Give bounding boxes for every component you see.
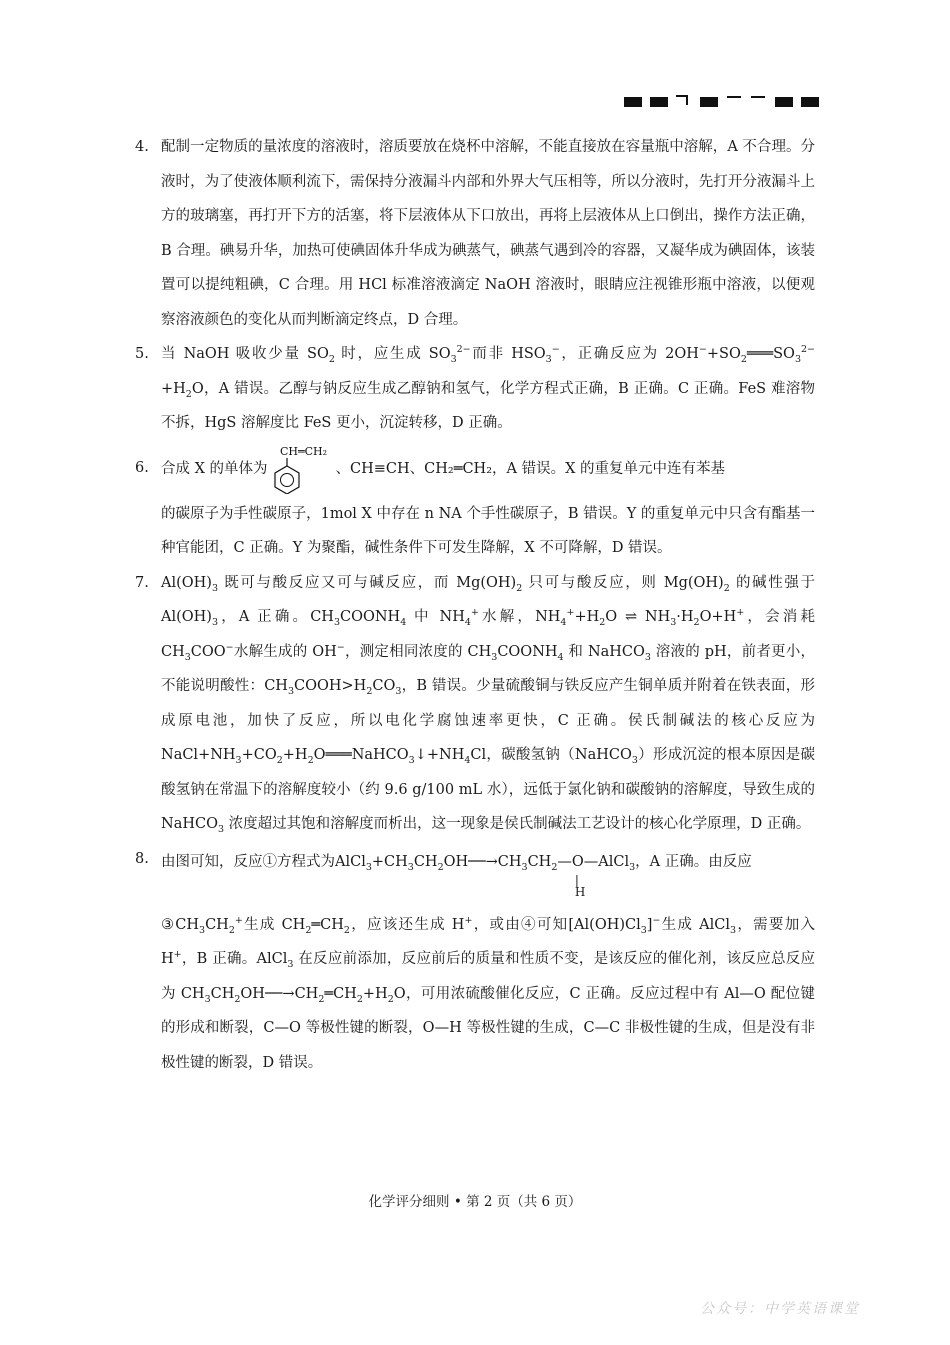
header-block (775, 97, 793, 107)
item-number: 5. (135, 346, 149, 362)
styrene-structure (270, 444, 334, 494)
header-block (801, 97, 819, 107)
page-footer: 化学评分细则 • 第 2 页（共 6 页） (368, 1194, 582, 1210)
item-text-first-line: 由图可知，反应①方程式为$AlCl_3+CH_3CH_2OH──\to CH_3CH_2—O$ | H —AlCl$_3$，A 正确。由反应 (161, 853, 752, 899)
answer-item-6 (135, 441, 815, 566)
answer-content (135, 130, 815, 1080)
item-text: 的碳原子为手性碳原子，1mol X 中存在 n NA 个手性碳原子，B 错误。Y 的重复单元中只含有酯基一种官能团，C 正确。Y 为聚酯，碱性条件下可发生降解，X 不可降解，D 错误。 (161, 505, 815, 556)
item-number: 7. (135, 574, 149, 591)
item-text: 配制一定物质的量浓度的溶液时，溶质要放在烧杯中溶解，不能直接放在容量瓶中溶解，A 不合理。分液时，为了使液体顺利流下，需保持分液漏斗内部和外界大气压相等，所以分液时，先打开分液漏斗上方的玻璃塞，再打开下方的活塞，将下层液体从下口放出，再将上层液体从上口倒出，操作方法正确，B 合理。碘易升华，加热可使碘固体升华成为碘蒸气，碘蒸气遇到冷的容器，又凝华成为碘固体，该装置可以提纯粗碘，C 合理。用 HCl 标准溶液滴定 NaOH 溶液时，眼睛应注视锥形瓶中溶液，以便观察溶液颜色的变化从而判断滴定终点，D 合理。 (161, 139, 815, 328)
item-text: 当 NaOH 吸收少量 $SO_2$ 时，应生成 $SO_3^{2-}$而非 $HSO_3^-$，正确反应为 $2OH^-+SO_2═══SO_3^{2-}+H_2O$，A 错误。乙醇与钠反应生成乙醇钠和氢气，化学方程式正确，B 正确。C 正确。FeS 难溶物不拆，HgS 溶解度比 FeS 更小，沉淀转移，D 正确。 (161, 344, 815, 431)
answer-item-4 (135, 130, 815, 337)
header-block (624, 97, 642, 107)
header-dash (727, 96, 741, 98)
header-dash (751, 96, 765, 98)
item-number: 4. (135, 139, 149, 155)
header-marks (624, 96, 819, 108)
answer-item-8 (135, 842, 815, 1081)
watermark: 公众号：中学英语课堂 (700, 1301, 860, 1317)
header-block (650, 97, 668, 107)
item-number: 6. (135, 459, 149, 476)
item-text: $Al(OH)_3$ 既可与酸反应又可与碱反应，而 $Mg(OH)_2$ 只可与酸反应，则 $Mg(OH)_2$ 的碱性强于 $Al(OH)_3$，A 正确。$CH_3COONH_4$ 中 $NH_4^+$水解，$NH_4^++H_2O$ ⇌ $NH_3\cdot H_2O+H^+$，会消耗 $CH_3COO^-$水解生成的 OH−，测定相同浓度的 $CH_3COONH_4$ 和 NaHCO$_3$ 溶液的 pH，前者更小，不能说明酸性：$CH_3COOH>H_2CO_3$，B 错误。少量硫酸铜与铁反应产生铜单质并附着在铁表面，形成原电池，加快了反应，所以电化学腐蚀速率更快，C 正确。侯氏制碱法的核心反应为 $NaCl+NH_3+CO_2+H_2O═══NaHCO_3↓+NH_4Cl$，碳酸氢钠（NaHCO$_3$）形成沉淀的根本原因是碳酸氢钠在常温下的溶解度较小（约 9.6 g/100 mL 水），远低于氯化钠和碳酸钠的溶解度，导致生成的 NaHCO$_3$ 浓度超过其饱和溶解度而析出，这一现象是侯氏制碱法工艺设计的核心化学原理，D 正确。 (161, 574, 815, 835)
header-hook (676, 95, 688, 105)
answer-item-7 (135, 566, 815, 842)
item-text-first-line: 合成 X 的单体为 CH═CH₂ 、CH≡CH、CH₂═CH₂，A 错误。X 的重复单元中连有苯基 (161, 441, 815, 497)
answer-item-5 (135, 337, 815, 441)
styrene-label: CH═CH₂ (279, 444, 327, 458)
item-text: $③CH_3CH_2^+$生成 $CH_2═CH_2$，应该还生成 H+，或由④可知$[Al(OH)Cl_3]^-$生成 AlCl$_3$，需要加入 H+，B 正确。AlCl$_3$ 在反应前添加，反应前后的质量和性质不变，是该反应的催化剂，该反应总反应为 $CH_3CH_2OH──\to CH_2═CH_2+H_2O$，可用浓硫酸催化反应，C 正确。反应过程中有 Al—O 配位键的形成和断裂，C—O 等极性键的断裂，O—H 等极性键的生成，C—C 非极性键的生成，但是没有非极性键的断裂，D 错误。 (161, 914, 815, 1071)
header-block (700, 97, 718, 107)
item-text-rest: ，A 错误。乙醇与钠反应生成乙醇钠和氢气，化学方程式正确，B 正确。C 正确。FeS 难溶物不拆，HgS 溶解度比 FeS 更小，沉淀转移，D 正确。 (161, 380, 815, 431)
item-number: 8. (135, 850, 149, 867)
